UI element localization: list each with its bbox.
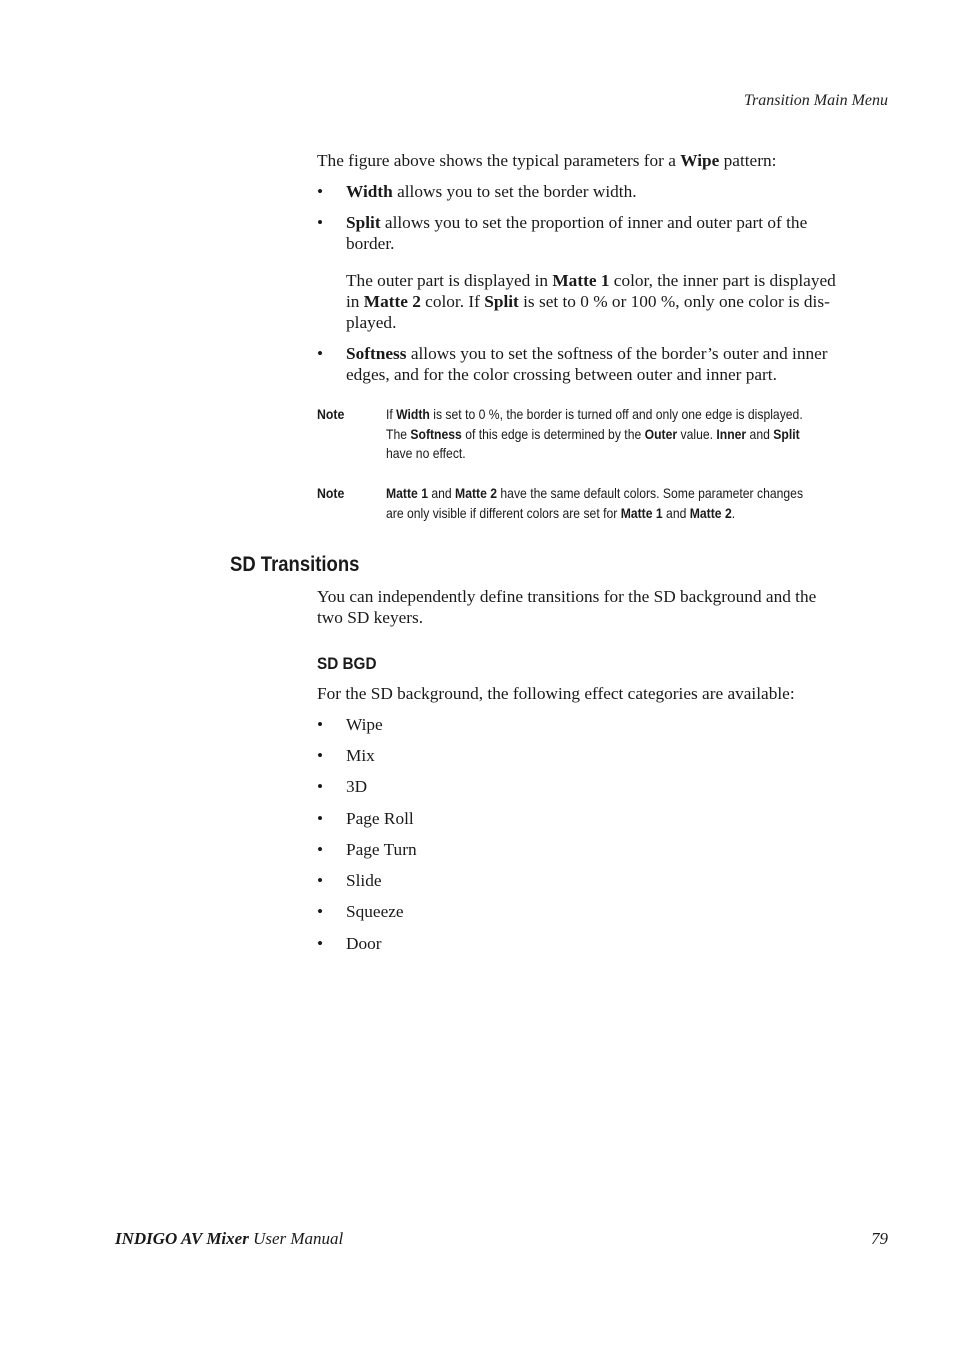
page-number: 79 xyxy=(871,1229,888,1248)
running-header: Transition Main Menu xyxy=(743,92,888,109)
bullet-icon: • xyxy=(317,715,324,734)
subsection-heading: SD BGD xyxy=(317,654,377,673)
footer-title: INDIGO AV Mixer User Manual xyxy=(115,1229,344,1248)
intro-paragraph: The figure above shows the typical parameters for a Wipe pattern: xyxy=(317,151,777,170)
bullet-icon: • xyxy=(317,902,324,921)
bullet-icon: • xyxy=(317,777,324,796)
note-text: If Width is set to 0 %, the border is turned off and only one edge is displayed. The Softness of this edge is determined by the Outer value. Inner and Split have no effect. xyxy=(386,406,803,461)
bullet-icon: • xyxy=(317,871,324,890)
bullet-icon: • xyxy=(317,840,324,859)
bullet-icon: • xyxy=(317,746,324,765)
bullet-icon: • xyxy=(317,809,324,828)
section-paragraph: You can independently define transitions for the SD background and the two SD keyers. xyxy=(317,587,817,627)
bullet-icon: • xyxy=(317,182,324,201)
note-label: Note xyxy=(317,485,345,501)
split-detail-paragraph: The outer part is displayed in Matte 1 color, the inner part is displayed in Matte 2 color. If Split is set to 0 % or 100 %, only one color is dis- played. xyxy=(346,271,836,332)
bullet-icon: • xyxy=(317,213,324,232)
note-label: Note xyxy=(317,406,345,422)
bullet-icon: • xyxy=(317,934,324,953)
note-text: Matte 1 and Matte 2 have the same default colors. Some parameter changes are only visible if different colors are set for Matte 1 and Matte 2. xyxy=(386,485,804,521)
section-heading: SD Transitions xyxy=(230,553,360,576)
bullet-icon: • xyxy=(317,344,324,363)
subsection-intro: For the SD background, the following effect categories are available: xyxy=(317,684,795,703)
